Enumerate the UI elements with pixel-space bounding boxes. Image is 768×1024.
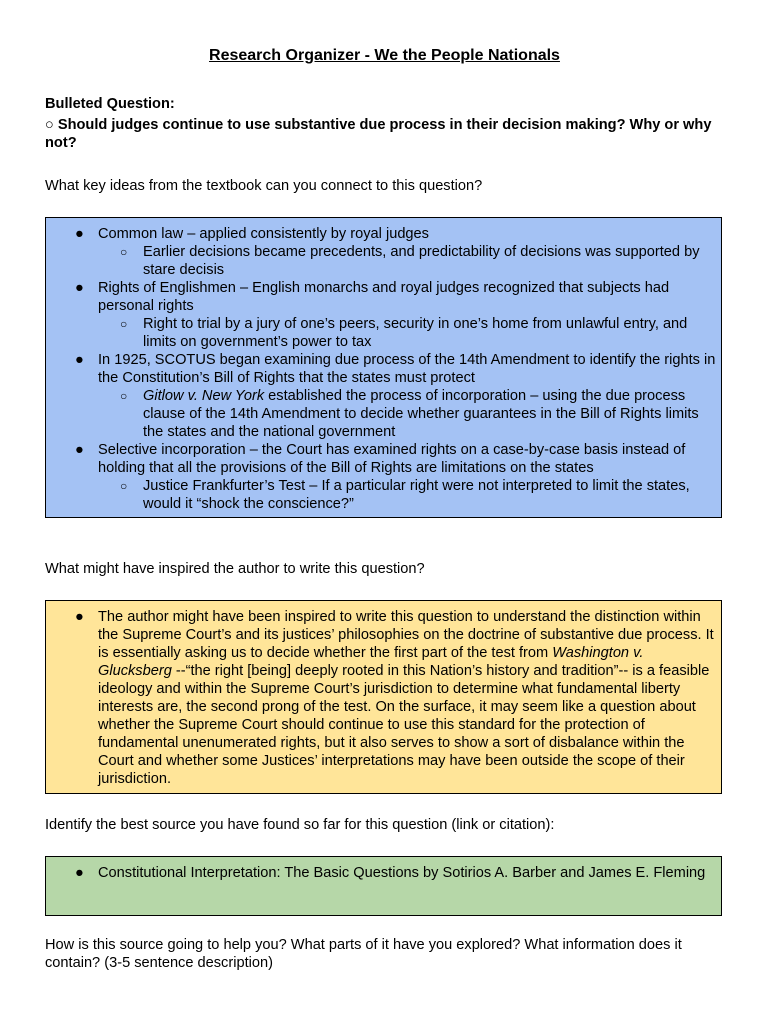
hollow-bullet-icon: ○ — [120, 245, 128, 259]
hollow-bullet-icon: ○ — [120, 479, 128, 493]
list-item — [46, 225, 723, 279]
case-name-gitlow: Gitlow v. New York — [143, 388, 265, 404]
list-item — [46, 279, 723, 351]
hollow-bullet-icon: ○ — [120, 317, 128, 331]
prompt-key-ideas: What key ideas from the textbook can you connect to this question? — [45, 178, 483, 194]
bulleted-question-text: ○ Should judges continue to use substantive due process in their decision making? Why or why not? — [45, 117, 712, 151]
key-ideas-box[interactable] — [45, 217, 722, 518]
prompt-inspired: What might have inspired the author to write this question? — [45, 561, 425, 577]
inspiration-box[interactable] — [45, 600, 722, 794]
bullet-icon: ● — [75, 280, 84, 296]
bullet-icon: ● — [75, 226, 84, 242]
sub-list-item-text: Earlier decisions became precedents, and predictability of decisions was supported by stare decisis — [143, 244, 700, 278]
best-source-list — [46, 864, 723, 882]
list-item-text: Common law – applied consistently by royal judges — [98, 226, 429, 242]
sub-list-item-text: Justice Frankfurter’s Test – If a particular right were not interpreted to limit the states, would it “shock the conscience?” — [143, 478, 690, 512]
bullet-icon: ● — [75, 609, 84, 625]
inspiration-list — [46, 608, 723, 788]
sub-list-item — [98, 477, 717, 513]
page-title: Research Organizer - We the People Nationals — [209, 47, 560, 64]
inspiration-text-part1: The author might have been inspired to write this question to understand the distinction within the Supreme Court’s and its justices’ philosophies on the doctrine of substantive due process. It is essentially asking us to decide whether the first part of the test from — [98, 609, 714, 661]
hollow-bullet-icon: ○ — [120, 389, 128, 403]
sub-list-item — [98, 243, 717, 279]
list-item — [46, 864, 723, 882]
inspiration-text-part2: --“the right [being] deeply rooted in this Nation’s history and tradition”-- is a feasible ideology and within the Supreme Court’s jurisdiction to determine what fundamental liberty interests are, the second prong of the test. On the surface, it may seem like a question about whether the Supreme Court should continue to use this standard for the protection of fundamental unenumerated rights, but it also serves to show a sort of disbalance within the Court and whether some Justices’ interpretations may have been outside the scope of their jurisdiction. — [98, 663, 710, 787]
sub-list-item — [98, 315, 717, 351]
bulleted-question-label: Bulleted Question: — [45, 96, 175, 112]
bullet-icon: ● — [75, 865, 84, 881]
prompt-best-source: Identify the best source you have found so far for this question (link or citation): — [45, 817, 555, 833]
key-ideas-list — [46, 225, 723, 513]
list-item-text: Rights of Englishmen – English monarchs and royal judges recognized that subjects had personal rights — [98, 280, 670, 314]
list-item — [46, 608, 723, 788]
sub-list-item — [98, 387, 717, 441]
prompt-how-help: How is this source going to help you? What parts of it have you explored? What information does it contain? (3-5 sentence description) — [45, 937, 682, 971]
list-item — [46, 441, 723, 513]
bullet-icon: ● — [75, 442, 84, 458]
best-source-box[interactable] — [45, 856, 722, 916]
list-item-text: In 1925, SCOTUS began examining due process of the 14th Amendment to identify the rights in the Constitution’s Bill of Rights that the states must protect — [98, 352, 716, 386]
sub-list-item-text: established the process of incorporation – using the due process clause of the 14th Amendment to decide whether guarantees in the Bill of Rights limits the states and the national government — [143, 388, 699, 440]
list-item-text: Selective incorporation – the Court has examined rights on a case-by-case basis instead of holding that all the provisions of the Bill of Rights are limitations on the states — [98, 442, 686, 476]
list-item — [46, 351, 723, 441]
bullet-icon: ● — [75, 352, 84, 368]
best-source-citation: Constitutional Interpretation: The Basic Questions by Sotirios A. Barber and James E. Fleming — [98, 865, 706, 881]
sub-list-item-text: Right to trial by a jury of one’s peers, security in one’s home from unlawful entry, and limits on government’s power to tax — [143, 316, 688, 350]
case-name-glucksberg: Washington v. Glucksberg — [98, 645, 644, 679]
